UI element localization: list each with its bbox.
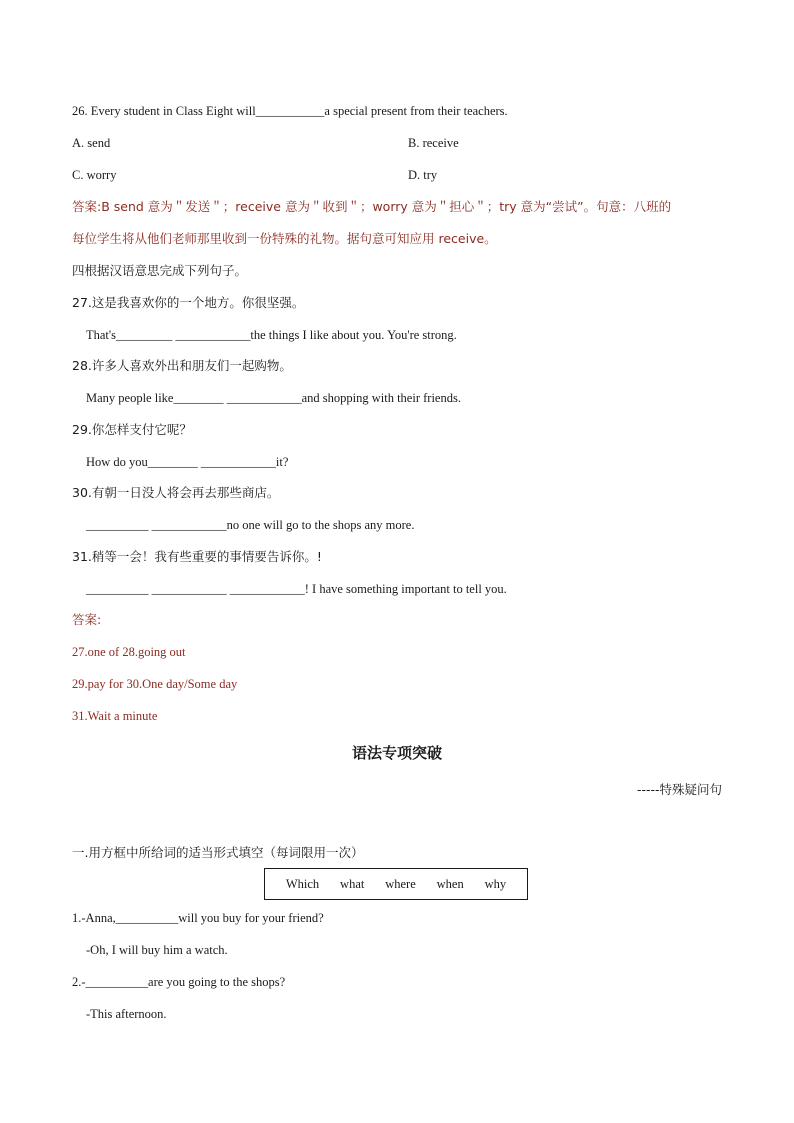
option-d: D. try	[408, 168, 438, 182]
answer-explanation-cont: 每位学生将从他们老师那里收到一份特殊的礼物。据句意可知应用 receive。	[72, 231, 497, 246]
answer-line-2: 29.pay for 30.One day/Some day	[72, 677, 238, 691]
word-which: Which	[285, 876, 320, 891]
item-29-english: How do you________ ____________it?	[86, 455, 289, 469]
item-29-chinese: 29.你怎样支付它呢？	[72, 422, 192, 437]
item-31-chinese: 31.稍等一会！我有些重要的事情要告诉你。!	[72, 549, 322, 564]
answer-line-3: 31.Wait a minute	[72, 709, 158, 723]
word-box	[264, 868, 528, 900]
exercise-1-question: 1.-Anna,__________will you buy for your friend?	[72, 911, 324, 925]
option-b: B. receive	[408, 136, 459, 150]
option-c: C. worry	[72, 168, 117, 182]
grammar-subtitle: -----特殊疑问句	[636, 782, 722, 797]
exercise-2-reply: -This afternoon.	[86, 1007, 167, 1021]
exercise-1-reply: -Oh, I will buy him a watch.	[86, 943, 228, 957]
item-30-chinese: 30.有朝一日没人将会再去那些商店。	[72, 485, 280, 500]
item-28-english: Many people like________ ____________and shopping with their friends.	[86, 391, 461, 405]
item-27-english: That's_________ ____________the things I like about you. You're strong.	[86, 328, 457, 342]
answer-explanation: 答案:B send 意为＂发送＂；receive 意为＂收到＂；worry 意为＂担心＂；try 意为“尝试”。句意：八班的	[72, 199, 672, 214]
item-30-english: __________ ____________no one will go to the shops any more.	[86, 518, 415, 532]
exercise-instruction: 一.用方框中所给词的适当形式填空（每词限用一次）	[72, 845, 364, 860]
word-why: why	[484, 876, 507, 891]
question-text: 26. Every student in Class Eight will___________a special present from their teachers.	[72, 104, 508, 118]
option-a: A. send	[72, 136, 111, 150]
answer-line-1: 27.one of 28.going out	[72, 645, 186, 659]
answer-label: 答案:	[72, 612, 102, 627]
word-what: what	[340, 876, 365, 891]
exercise-2-question: 2.-__________are you going to the shops?	[72, 975, 286, 989]
item-28-chinese: 28.许多人喜欢外出和朋友们一起购物。	[72, 358, 292, 373]
grammar-title: 语法专项突破	[351, 744, 442, 762]
item-31-english: __________ ____________ ____________! I have something important to tell you.	[86, 582, 507, 596]
section-heading: 四根据汉语意思完成下列句子。	[72, 263, 248, 278]
word-when: when	[436, 876, 464, 891]
word-where: where	[385, 876, 416, 891]
item-27-chinese: 27.这是我喜欢你的一个地方。你很坚强。	[72, 295, 305, 310]
